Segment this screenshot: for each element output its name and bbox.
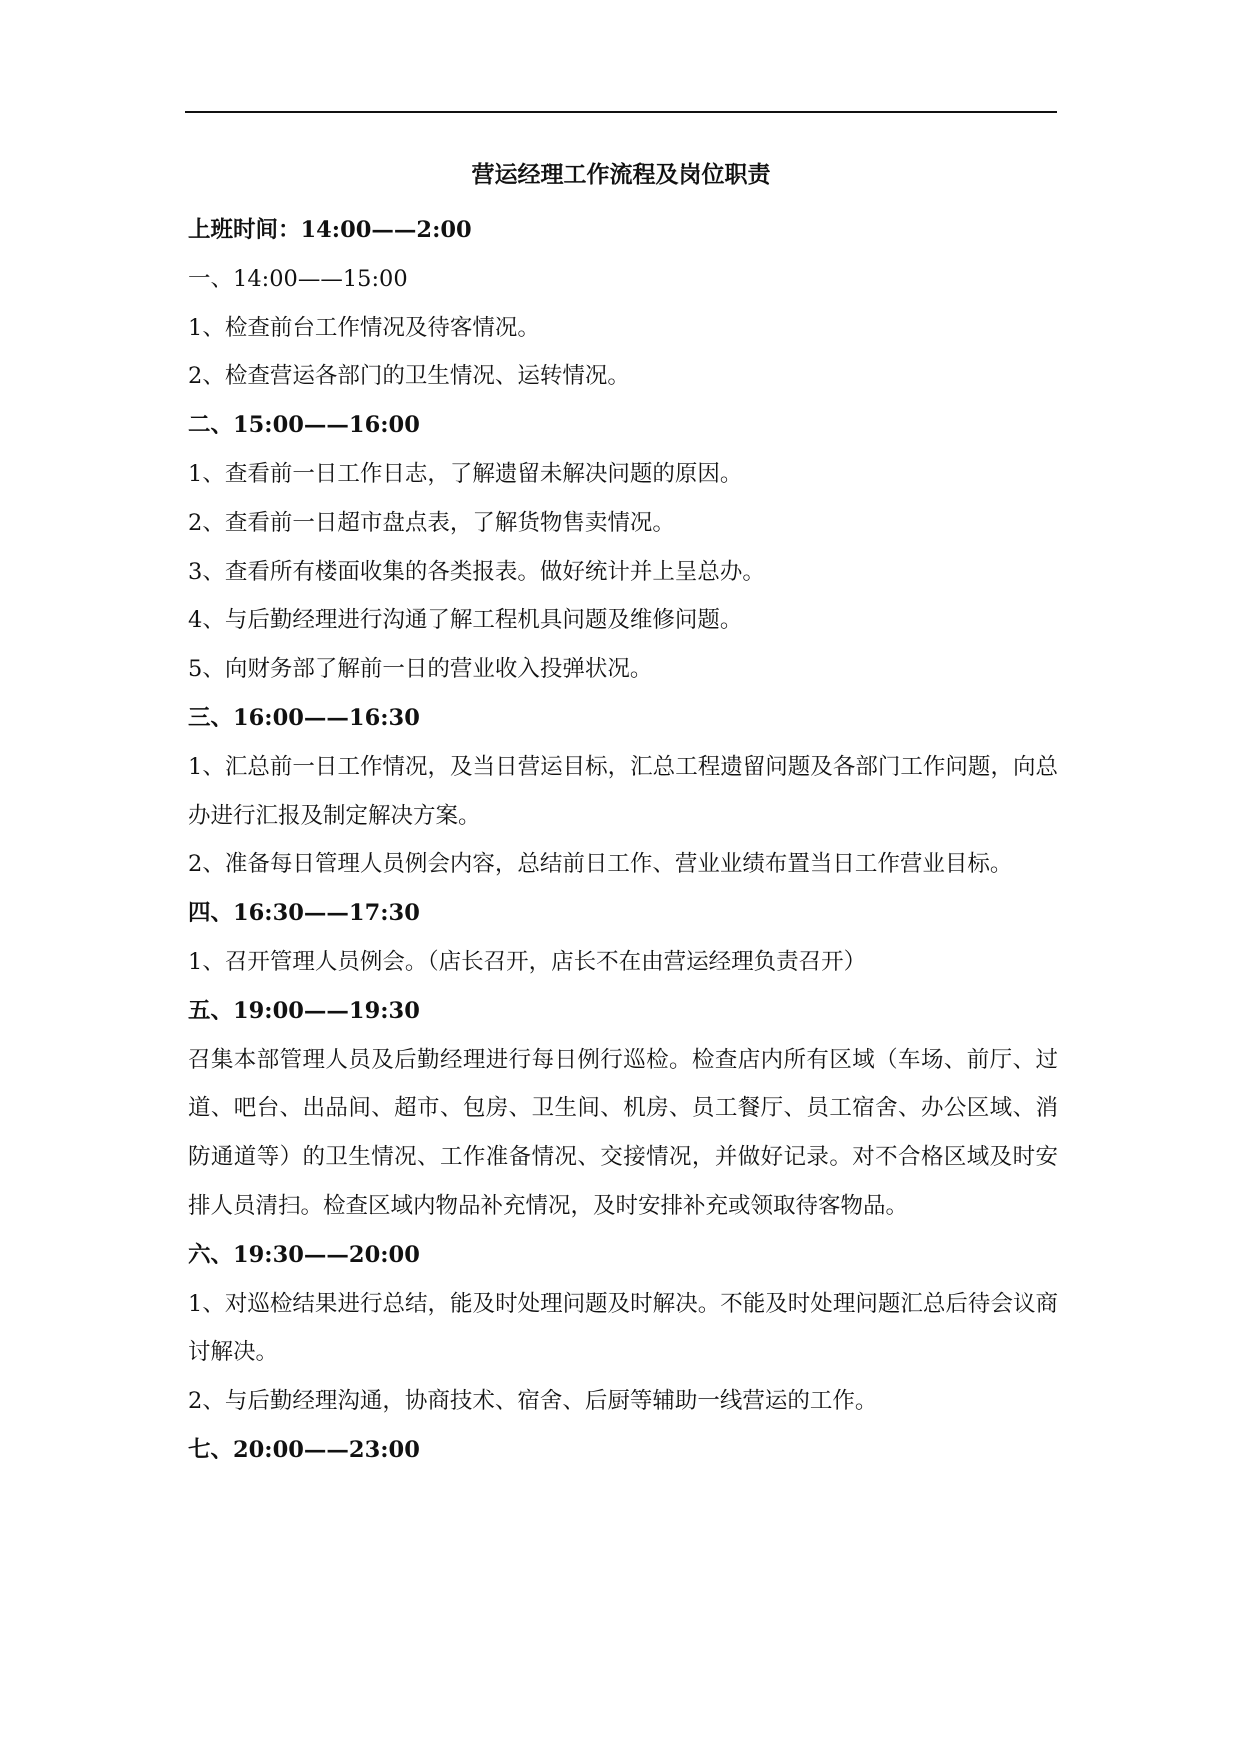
shift-hours: 上班时间：14:00——2:00 — [188, 217, 472, 243]
list-item: 2、查看前一日超市盘点表，了解货物售卖情况。 — [188, 509, 675, 536]
list-item: 1、汇总前一日工作情况，及当日营运目标，汇总工程遗留问题及各部门工作问题，向总办进行汇报及制定解决方案。 — [188, 753, 1058, 829]
list-item: 5、向财务部了解前一日的营业收入投弹状况。 — [188, 656, 653, 683]
section-heading: 五、19:00——19:30 — [188, 997, 420, 1024]
paragraph: 召集本部管理人员及后勤经理进行每日例行巡检。检查店内所有区域（车场、前厅、过道、吧台、出品间、超市、包房、卫生间、机房、员工餐厅、员工宿舍、办公区域、消防通道等）的卫生情况、工作准备情况、交接情况，并做好记录。对不合格区域及时安排人员清扫。检查区域内物品补充情况，及时安排补充或领取待客物品。 — [188, 1046, 1058, 1219]
header-rule — [185, 111, 1057, 113]
section-heading: 七、20:00——23:00 — [188, 1436, 420, 1463]
list-item: 1、查看前一日工作日志，了解遗留未解决问题的原因。 — [188, 460, 743, 487]
section-heading: 二、15:00——16:00 — [188, 412, 420, 439]
section-heading: 四、16:30——17:30 — [188, 900, 420, 927]
section-heading: 六、19:30——20:00 — [188, 1241, 420, 1268]
document-title: 营运经理工作流程及岗位职责 — [471, 161, 771, 188]
list-item: 1、召开管理人员例会。（店长召开，店长不在由营运经理负责召开） — [188, 948, 867, 975]
section-heading: 三、16:00——16:30 — [188, 704, 420, 731]
list-item: 1、检查前台工作情况及待客情况。 — [188, 314, 540, 341]
document-body — [188, 206, 1058, 1475]
list-item: 3、查看所有楼面收集的各类报表。做好统计并上呈总办。 — [188, 558, 765, 585]
section-heading: 一、14:00——15:00 — [188, 265, 408, 292]
list-item: 2、与后勤经理沟通，协商技术、宿舍、后厨等辅助一线营运的工作。 — [188, 1388, 878, 1415]
list-item: 1、对巡检结果进行总结，能及时处理问题及时解决。不能及时处理问题汇总后待会议商讨解决。 — [188, 1290, 1058, 1366]
list-item: 2、准备每日管理人员例会内容，总结前日工作、营业业绩布置当日工作营业目标。 — [188, 851, 1013, 878]
list-item: 2、检查营运各部门的卫生情况、运转情况。 — [188, 363, 630, 390]
list-item: 4、与后勤经理进行沟通了解工程机具问题及维修问题。 — [188, 607, 743, 634]
